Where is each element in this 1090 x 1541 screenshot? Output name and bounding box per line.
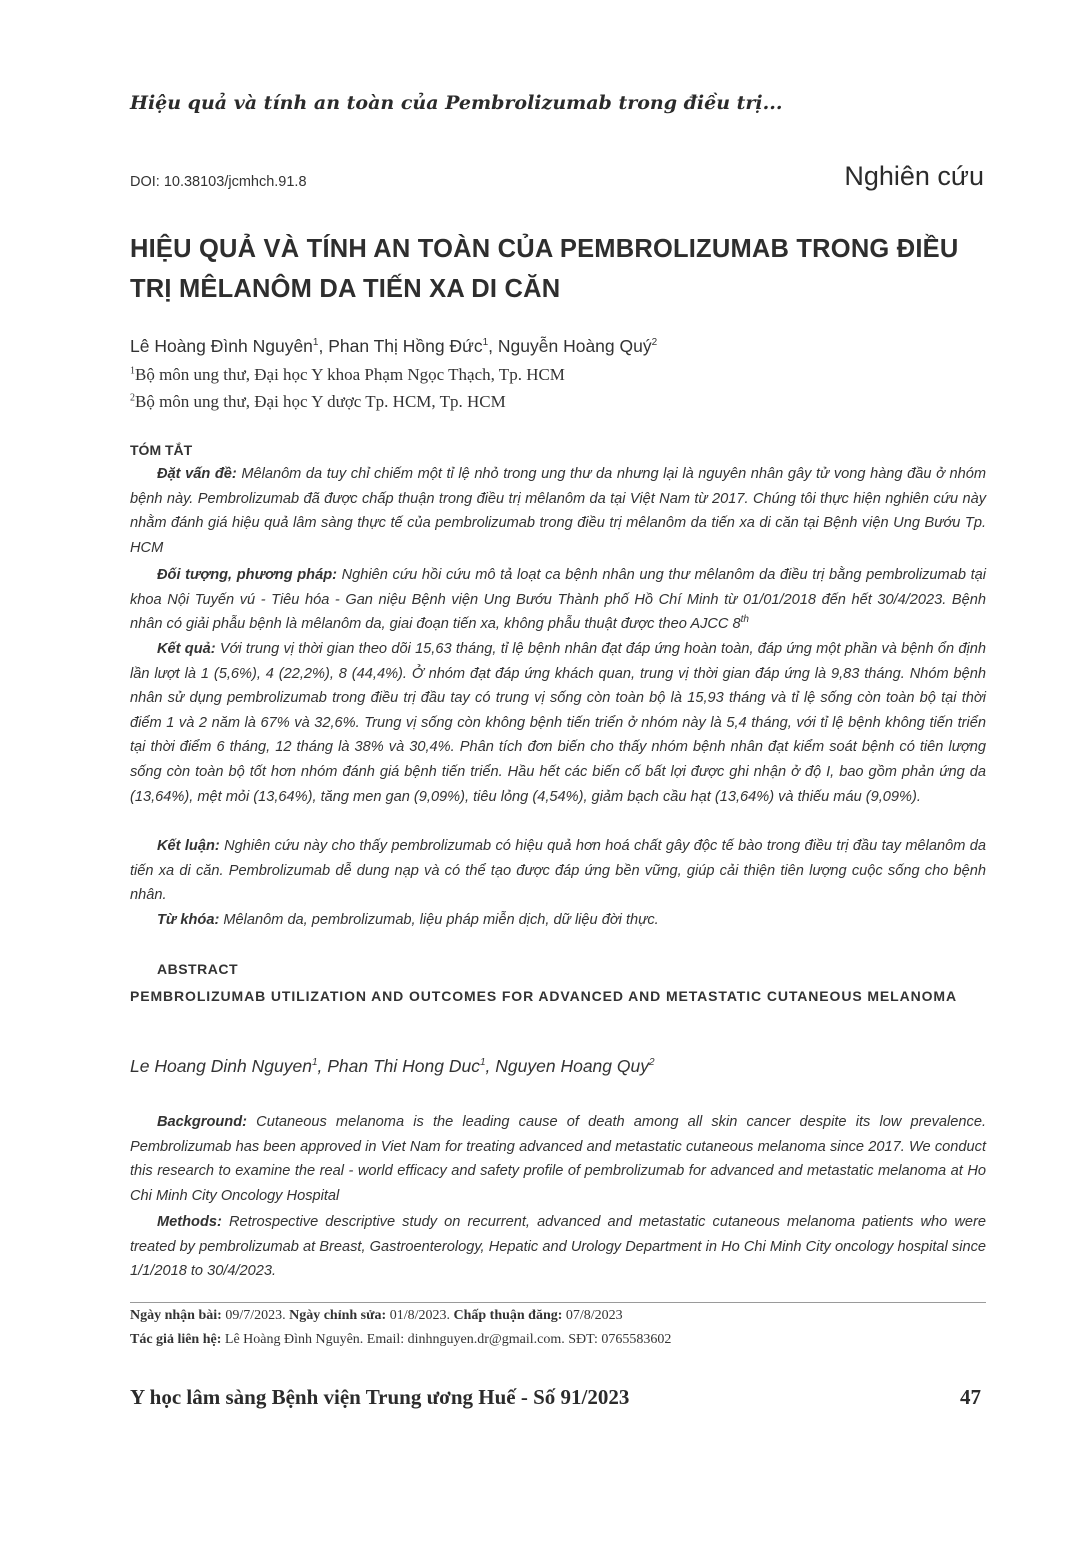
- abstract-en-methods: [130, 1210, 986, 1284]
- paragraph-text: Retrospective descriptive study on recurrent, advanced and metastatic cutaneous melanoma patients who were treated by pembrolizumab at Breast, Gastroenterology, Hepatic and Urology Department in Ho Chi Minh City oncology hospital since 1/1/2018 to 30/4/2023.: [130, 1214, 986, 1280]
- affiliation-text: Bộ môn ung thư, Đại học Y khoa Phạm Ngọc Thạch, Tp. HCM: [135, 365, 565, 384]
- author-list: [130, 336, 657, 357]
- paragraph-text: Cutaneous melanoma is the leading cause of death among all skin cancer despite its low prevalence. Pembrolizumab has been approved in Viet Nam for treating advanced and metastatic cutaneous melanoma since 2017. We conduct this research to examine the real - world efficacy and safety profile of pembrolizumab for advanced and metastatic melanoma at Ho Chi Minh City Oncology Hospital: [130, 1114, 986, 1204]
- paragraph-text: Với trung vị thời gian theo dõi 15,63 tháng, tỉ lệ bệnh nhân đạt đáp ứng hoàn toàn, đáp ứng một phần và bệnh ổn định lần lượt là 1 (5,6%), 4 (22,2%), 8 (44,4%). Ở nhóm đạt đáp ứng khách quan, trung vị thời gian đáp ứng là 9,83 tháng. Nhóm bệnh nhân sử dụng pembrolizumab trong điều trị đầu tay có trung vị sống còn toàn bộ là 15,93 tháng và tỉ lệ sống còn toàn bộ tại thời điểm 1 và 2 năm là 67% và 32,6%. Trung vị sống còn không bệnh tiến triển ở nhóm này là 5,4 tháng, với tỉ lệ bệnh không tiến triển tại thời điểm 6 tháng, 12 tháng là 38% và 30,4%. Phân tích đơn biến cho thấy nhóm bệnh nhân đạt kiểm soát bệnh có tiên lượng sống còn toàn bộ tốt hơn nhóm đánh giá bệnh tiến triển. Hầu hết các biến cố bất lợi được ghi nhận ở độ I, bao gồm phản ứng da (13,64%), mệt mỏi (13,64%), tăng men gan (9,09%), tiêu lỏng (4,54%), giảm bạch cầu hạt (13,64%) và thiếu máu (9,09%).: [130, 641, 986, 805]
- paragraph-label: Methods:: [157, 1214, 222, 1230]
- paragraph-text: Nghiên cứu hồi cứu mô tả loạt ca bệnh nhân ung thư mêlanôm da điều trị bằng pembrolizumab tại khoa Nội Tuyến vú - Tiêu hóa - Gan niệu Bệnh viện Ung Bướu Thành phố Hồ Chí Minh từ 01/01/2018 đến hết 30/4/2023. Bệnh nhân có giải phẫu bệnh là mêlanôm da, giai đoạn tiến xa, không phẫu thuật được theo AJCC 8: [130, 567, 986, 633]
- author-sup: 1: [311, 1057, 318, 1069]
- author-sup: 1: [312, 337, 319, 349]
- abstract-en-title: PEMBROLIZUMAB UTILIZATION AND OUTCOMES FOR ADVANCED AND METASTATIC CUTANEOUS MELANOMA: [130, 988, 958, 1004]
- footnote-dates: [130, 1308, 623, 1324]
- affiliation-sup: 2: [130, 392, 135, 404]
- paragraph-label: Kết luận:: [157, 838, 220, 854]
- paragraph-text: Nghiên cứu này cho thấy pembrolizumab có hiệu quả hơn hoá chất gây độc tế bào trong điều trị đầu tay mêlanôm da tiến xa di căn. Pembrolizumab dễ dung nạp và có thể tạo được đáp ứng bền vững, giúp cải thiện tiên lượng cuộc sống cho bệnh nhân.: [130, 838, 986, 904]
- article-title: HIỆU QUẢ VÀ TÍNH AN TOÀN CỦA PEMBROLIZUMAB TRONG ĐIỀU TRỊ MÊLANÔM DA TIẾN XA DI CĂN: [130, 235, 959, 303]
- doi[interactable]: DOI: 10.38103/jcmhch.91.8: [130, 174, 307, 190]
- paragraph-label: Kết quả:: [157, 641, 216, 657]
- accepted-date: 07/8/2023: [562, 1308, 623, 1323]
- abstract-en-heading: ABSTRACT: [157, 961, 238, 977]
- journal-name: Y học lâm sàng Bệnh viện Trung ương Huế - Số 91/2023: [130, 1385, 630, 1409]
- affiliation-2: [130, 392, 506, 412]
- accepted-label: Chấp thuận đăng:: [453, 1308, 563, 1323]
- author-sup: 1: [482, 337, 489, 349]
- contact-info: Lê Hoàng Đình Nguyên. Email: dinhnguyen.dr@gmail.com. SĐT: 0765583602: [221, 1332, 672, 1347]
- section-label: Nghiên cứu: [844, 161, 984, 191]
- author-name: Lê Hoàng Đình Nguyên: [130, 336, 313, 356]
- received-label: Ngày nhận bài:: [130, 1308, 222, 1323]
- abstract-vn-heading: TÓM TẮT: [130, 442, 193, 458]
- abstract-vn-keywords: [130, 908, 986, 933]
- running-title: Hiệu quả và tính an toàn của Pembrolizumab trong điều trị...: [130, 92, 783, 114]
- paragraph-label: Đối tượng, phương pháp:: [157, 567, 337, 583]
- revised-label: Ngày chỉnh sửa:: [289, 1308, 387, 1323]
- affiliation-text: Bộ môn ung thư, Đại học Y dược Tp. HCM, Tp. HCM: [135, 392, 506, 411]
- footnote-divider: [130, 1302, 986, 1303]
- contact-label: Tác giả liên hệ:: [130, 1332, 222, 1347]
- abstract-vn-methods: [130, 563, 986, 637]
- revised-date: 01/8/2023.: [386, 1308, 454, 1323]
- author-sup: 1: [479, 1057, 486, 1069]
- author-name: Phan Thị Hồng Đức: [328, 336, 483, 356]
- author-list-en: [130, 1056, 655, 1077]
- author-name: Phan Thi Hong Duc: [327, 1056, 480, 1076]
- author-sep: ,: [485, 1056, 496, 1076]
- abstract-vn-conclusion: [130, 834, 986, 908]
- paragraph-label: Từ khóa:: [157, 912, 220, 928]
- paragraph-label: Đặt vấn đề:: [157, 466, 237, 482]
- paragraph-text: Mêlanôm da, pembrolizumab, liệu pháp miễn dịch, dữ liệu đời thực.: [219, 912, 659, 928]
- received-date: 09/7/2023.: [221, 1308, 290, 1323]
- paragraph-text: Mêlanôm da tuy chỉ chiếm một tỉ lệ nhỏ trong ung thư da nhưng lại là nguyên nhân gây tử vong hàng đầu ở nhóm bệnh này. Pembrolizumab đã được chấp thuận trong điều trị mêlanôm da tại Việt Nam từ 2017. Chúng tôi thực hiện nghiên cứu này nhằm đánh giá hiệu quả lâm sàng thực tế của pembrolizumab trong điều trị mêlanôm da tiến xa di căn tại Bệnh viện Ung Bướu Tp. HCM: [130, 466, 986, 556]
- abstract-vn-results: [130, 637, 986, 809]
- abstract-en-background: [130, 1110, 986, 1208]
- paragraph-label: Background:: [157, 1114, 247, 1130]
- affiliation-sup: 1: [130, 365, 135, 377]
- author-name: Le Hoang Dinh Nguyen: [130, 1056, 312, 1076]
- author-name: Nguyễn Hoàng Quý: [497, 336, 652, 356]
- author-sup: 2: [651, 337, 658, 349]
- affiliation-1: [130, 365, 565, 385]
- author-sep: ,: [317, 1056, 328, 1076]
- paragraph-sup: th: [740, 614, 749, 626]
- author-name: Nguyen Hoang Quy: [495, 1056, 649, 1076]
- page-number: 47: [960, 1385, 981, 1409]
- footnote-contact: [130, 1332, 671, 1348]
- abstract-vn-background: [130, 462, 986, 560]
- author-sep: ,: [318, 336, 329, 356]
- author-sep: ,: [488, 336, 498, 356]
- author-sup: 2: [648, 1057, 655, 1069]
